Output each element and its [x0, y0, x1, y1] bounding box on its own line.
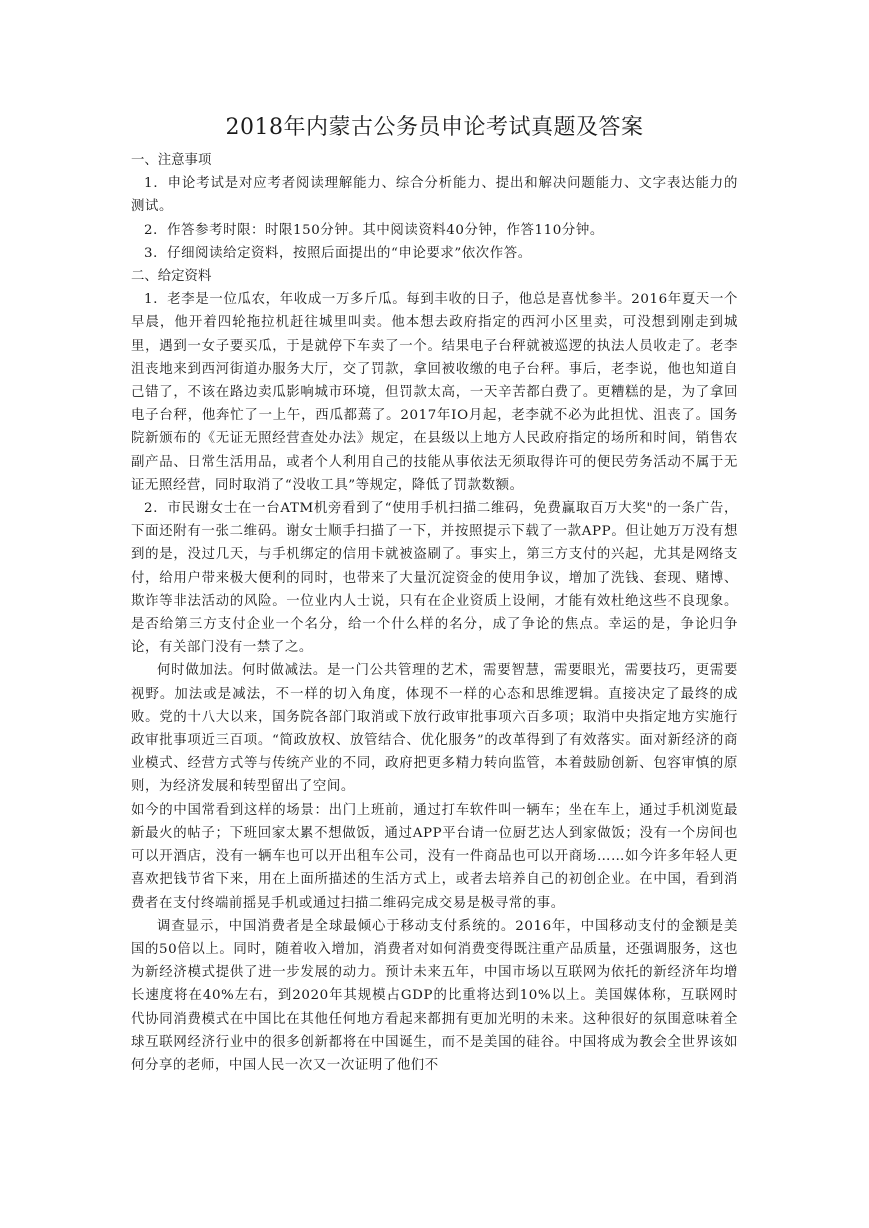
material-paragraph-4: 如今的中国常看到这样的场景：出门上班前，通过打车软件叫一辆车；坐在车上，通过手机浏览最新最火的帖子；下班回家太累不想做饭，通过APP平台请一位厨艺达人到家做饭；没有一个房间也可以开酒店，没有一辆车也可以开出租车公司，没有一件商品也可以开商场……如今许多年轻人更喜欢把钱节省下来，用在上面所描述的生活方式上，或者去培养自己的初创企业。在中国，看到消费者在支付终端前摇晃手机或通过扫描二维码完成交易是极寻常的事。	[131, 802, 738, 911]
material-paragraph-5: 调查显示，中国消费者是全球最倾心于移动支付系统的。2016年，中国移动支付的金额是美国的50倍以上。同时，随着收入增加，消费者对如何消费变得既注重产品质量，还强调服务，这也为新经济模式提供了进一步发展的动力。预计未来五年，中国市场以互联网为依托的新经济年均增长速度将在40%左右，到2020年其规模占GDP的比重将达到10%以上。美国媒体称，互联网时代协同消费模式在中国比在其他任何地方看起来都拥有更加光明的未来。这种很好的氛围意味着全球互联网经济行业中的很多创新都将在中国诞生，而不是美国的硅谷。中国将成为教会全世界该如何分享的老师，中国人民一次又一次证明了他们不	[131, 918, 738, 1073]
material-paragraph-3: 何时做加法。何时做减法。是一门公共管理的艺术，需要智慧，需要眼光，需要技巧，更需要视野。加法或是减法，不一样的切入角度，体现不一样的心态和思维逻辑。直接决定了最终的成败。党的十八大以来，国务院各部门取消或下放行政审批事项六百多项；取消中央指定地方实施行政审批事项近三百项。“简政放权、放管结合、优化服务”的改革得到了有效落实。面对新经济的商业模式、经营方式等与传统产业的不同，政府把更多精力转向监管，本着鼓励创新、包容审慎的原则，为经济发展和转型留出了空间。	[131, 663, 738, 795]
document-page	[131, 113, 738, 1077]
notes-item-2: 2．作答参考时限：时限150分钟。其中阅读资料40分钟，作答110分钟。	[144, 222, 604, 238]
section-heading-notes: 一、注意事项	[131, 153, 212, 168]
material-paragraph-2: 2．市民谢女士在一台ATM机旁看到了“使用手机扫描二维码，免费赢取百万大奖"的一条广告，下面还附有一张二维码。谢女士顺手扫描了一下，并按照提示下载了一款APP。但让她万万没有想到的是，没过几天，与手机绑定的信用卡就被盗刷了。事实上，第三方支付的兴起，尤其是网络支付，给用户带来极大便利的同时，也带来了大量沉淀资金的使用争议，增加了洗钱、套现、赌博、欺诈等非法活动的风险。一位业内人士说，只有在企业资质上设闸，才能有效杜绝这些不良现象。是否给第三方支付企业一个名分，给一个什么样的名分，成了争论的焦点。幸运的是，争论归争论，有关部门没有一禁了之。	[131, 501, 738, 656]
section-heading-materials: 二、给定资料	[131, 269, 212, 285]
document-title: 2018年内蒙古公务员申论考试真题及答案	[225, 115, 644, 140]
material-paragraph-1: 1．老李是一位瓜农，年收成一万多斤瓜。每到丰收的日子，他总是喜忧参半。2016年夏天一个早晨，他开着四轮拖拉机赶往城里叫卖。他本想去政府指定的西河小区里卖，可没想到刚走到城里，遇到一女子要买瓜，于是就停下车卖了一个。结果电子台秤就被巡逻的执法人员收走了。老李沮丧地来到西河街道办服务大厅，交了罚款，拿回被收缴的电子台秤。事后，老李说，他也知道自己错了，不该在路边卖瓜影响城市环境，但罚款太高，一天辛苦都白费了。更糟糕的是，为了拿回电子台秤，他奔忙了一上午，西瓜都蔫了。2017年IO月起，老李就不必为此担忧、沮丧了。国务院新颁布的《无证无照经营查处办法》规定，在县级以上地方人民政府指定的场所和时间，销售农副产品、日常生活用品，或者个人利用自己的技能从事依法无须取得许可的便民劳务活动不属于无证无照经营，同时取消了“没收工具”等规定，降低了罚款数额。	[131, 292, 738, 493]
notes-item-1: 1．申论考试是对应考者阅读理解能力、综合分析能力、提出和解决问题能力、文字表达能力的测试。	[131, 176, 738, 215]
notes-item-3: 3．仔细阅读给定资料，按照后面提出的“申论要求”依次作答。	[144, 245, 532, 261]
